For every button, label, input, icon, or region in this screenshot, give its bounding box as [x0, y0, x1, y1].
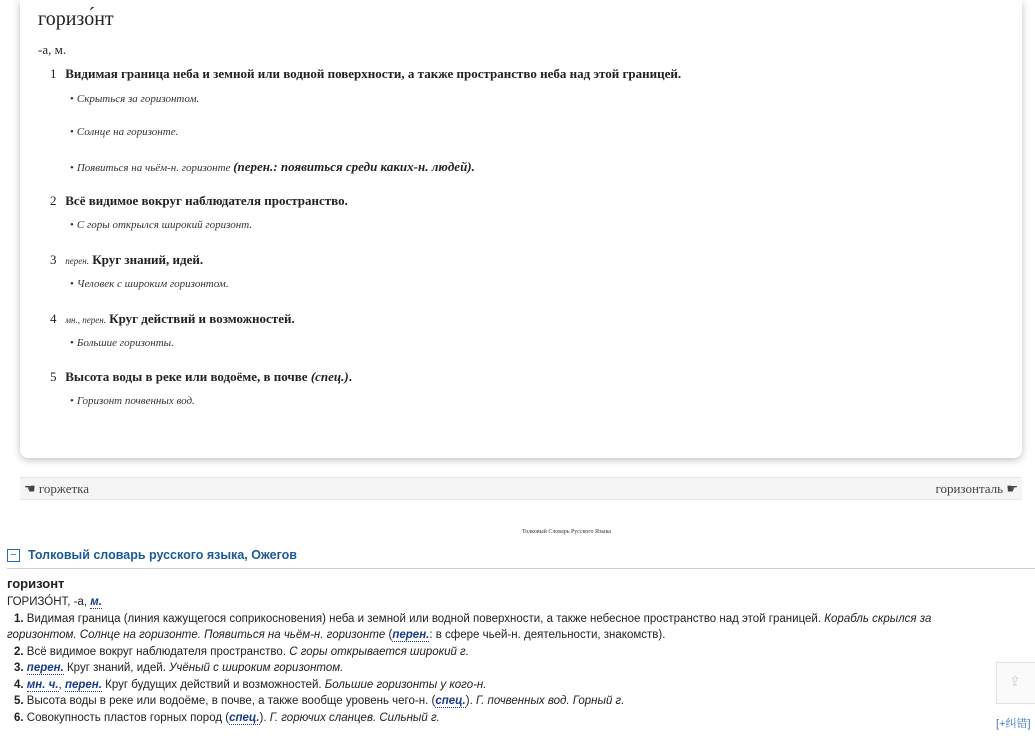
report-error-link[interactable]: [+纠错] — [996, 718, 1031, 730]
ozhegov-sense-6: 6. Совокупность пластов горных пород (спец.). Г. горючих сланцев. Сильный г. — [14, 712, 440, 724]
abbr-link[interactable]: перен. — [392, 629, 430, 641]
example: • Человек с широким горизонтом. — [70, 278, 229, 290]
abbr-link[interactable]: перен. — [64, 679, 102, 691]
ozhegov-sense-5: 5. Высота воды в реке или водоёме, в почве, а также вообще уровень чего-н. (спец.). Г. почвенных вод. Горный г. — [14, 695, 625, 707]
abbr-link[interactable]: мн. ч. — [26, 679, 59, 691]
source-caption: Толковый Словарь Русского Языка — [522, 529, 611, 535]
ozhegov-sense-3: 3. перен. Круг знаний, идей. Учёный с широким горизонтом. — [14, 662, 344, 674]
scroll-to-top-button[interactable] — [996, 662, 1035, 704]
sense-text: Видимая граница неба и земной или водной поверхности, а также пространство неба над этой границей. — [65, 66, 682, 81]
sense-number: 1 — [50, 66, 57, 81]
usage-label: перен. — [65, 256, 89, 266]
example: • Солнце на горизонте. — [70, 126, 179, 138]
collapse-icon[interactable]: − — [7, 549, 20, 562]
sense-2: 2 Всё видимое вокруг наблюдателя пространство. — [50, 193, 348, 208]
ozhegov-sense-1: 1. Видимая граница (линия кажущегося соприкосновения) неба и земной или водной поверхности, а также небесное пространство над этой границей. Корабль скрылся за — [14, 613, 932, 625]
usage-label: мн., перен. — [65, 315, 106, 325]
abbr-link[interactable]: спец. — [229, 712, 260, 724]
abbr-link[interactable]: спец. — [435, 695, 466, 707]
ozhegov-sense-4: 4. мн. ч., перен. Круг будущих действий и возможностей. Большие горизонты у кого-н. — [14, 679, 487, 691]
ozhegov-sense-2: 2. Всё видимое вокруг наблюдателя пространство. С горы открывается широкий г. — [14, 646, 469, 658]
headword: горизо́нт — [38, 8, 114, 30]
example: • С горы открылся широкий горизонт. — [70, 219, 253, 231]
example: • Большие горизонты. — [70, 337, 174, 349]
entry-card — [20, 0, 1022, 458]
sense-4: 4 мн., перен. Круг действий и возможностей. — [50, 311, 295, 326]
divider — [7, 568, 1035, 569]
example: • Появиться на чьём-н. горизонте (перен.: появиться среди каких-н. людей). — [70, 159, 475, 174]
arrow-up-icon: ⇪ — [1009, 674, 1021, 690]
sense-3: 3 перен. Круг знаний, идей. — [50, 252, 204, 267]
example: • Скрыться за горизонтом. — [70, 93, 200, 105]
abbr-link[interactable]: м. — [90, 596, 102, 608]
prev-entry-link[interactable]: ☚ горжетка — [24, 481, 90, 496]
ozhegov-head: ГОРИЗО́НТ, -а, м. — [7, 596, 102, 608]
example-gloss: (перен.: появиться среди каких-н. людей). — [233, 159, 475, 174]
ozhegov-sense-1-cont: горизонтом. Солнце на горизонте. Появиться на чьём-н. горизонте (перен.: в сфере чьей-н. деятельности, знакомств). — [7, 629, 666, 641]
section-title[interactable]: Толковый словарь русского языка, Ожегов — [28, 548, 297, 562]
next-entry-link[interactable]: горизонталь ☛ — [935, 481, 1018, 496]
sense-1 — [50, 66, 681, 82]
sense-5: 5 Высота воды в реке или водоёме, в почве (спец.). — [50, 369, 352, 384]
ozhegov-headword: горизонт — [7, 576, 65, 591]
abbr-link[interactable]: перен. — [26, 662, 64, 674]
example: • Горизонт почвенных вод. — [70, 395, 195, 407]
grammar-info: -а, м. — [38, 42, 67, 57]
entry-navigation — [20, 477, 1022, 500]
